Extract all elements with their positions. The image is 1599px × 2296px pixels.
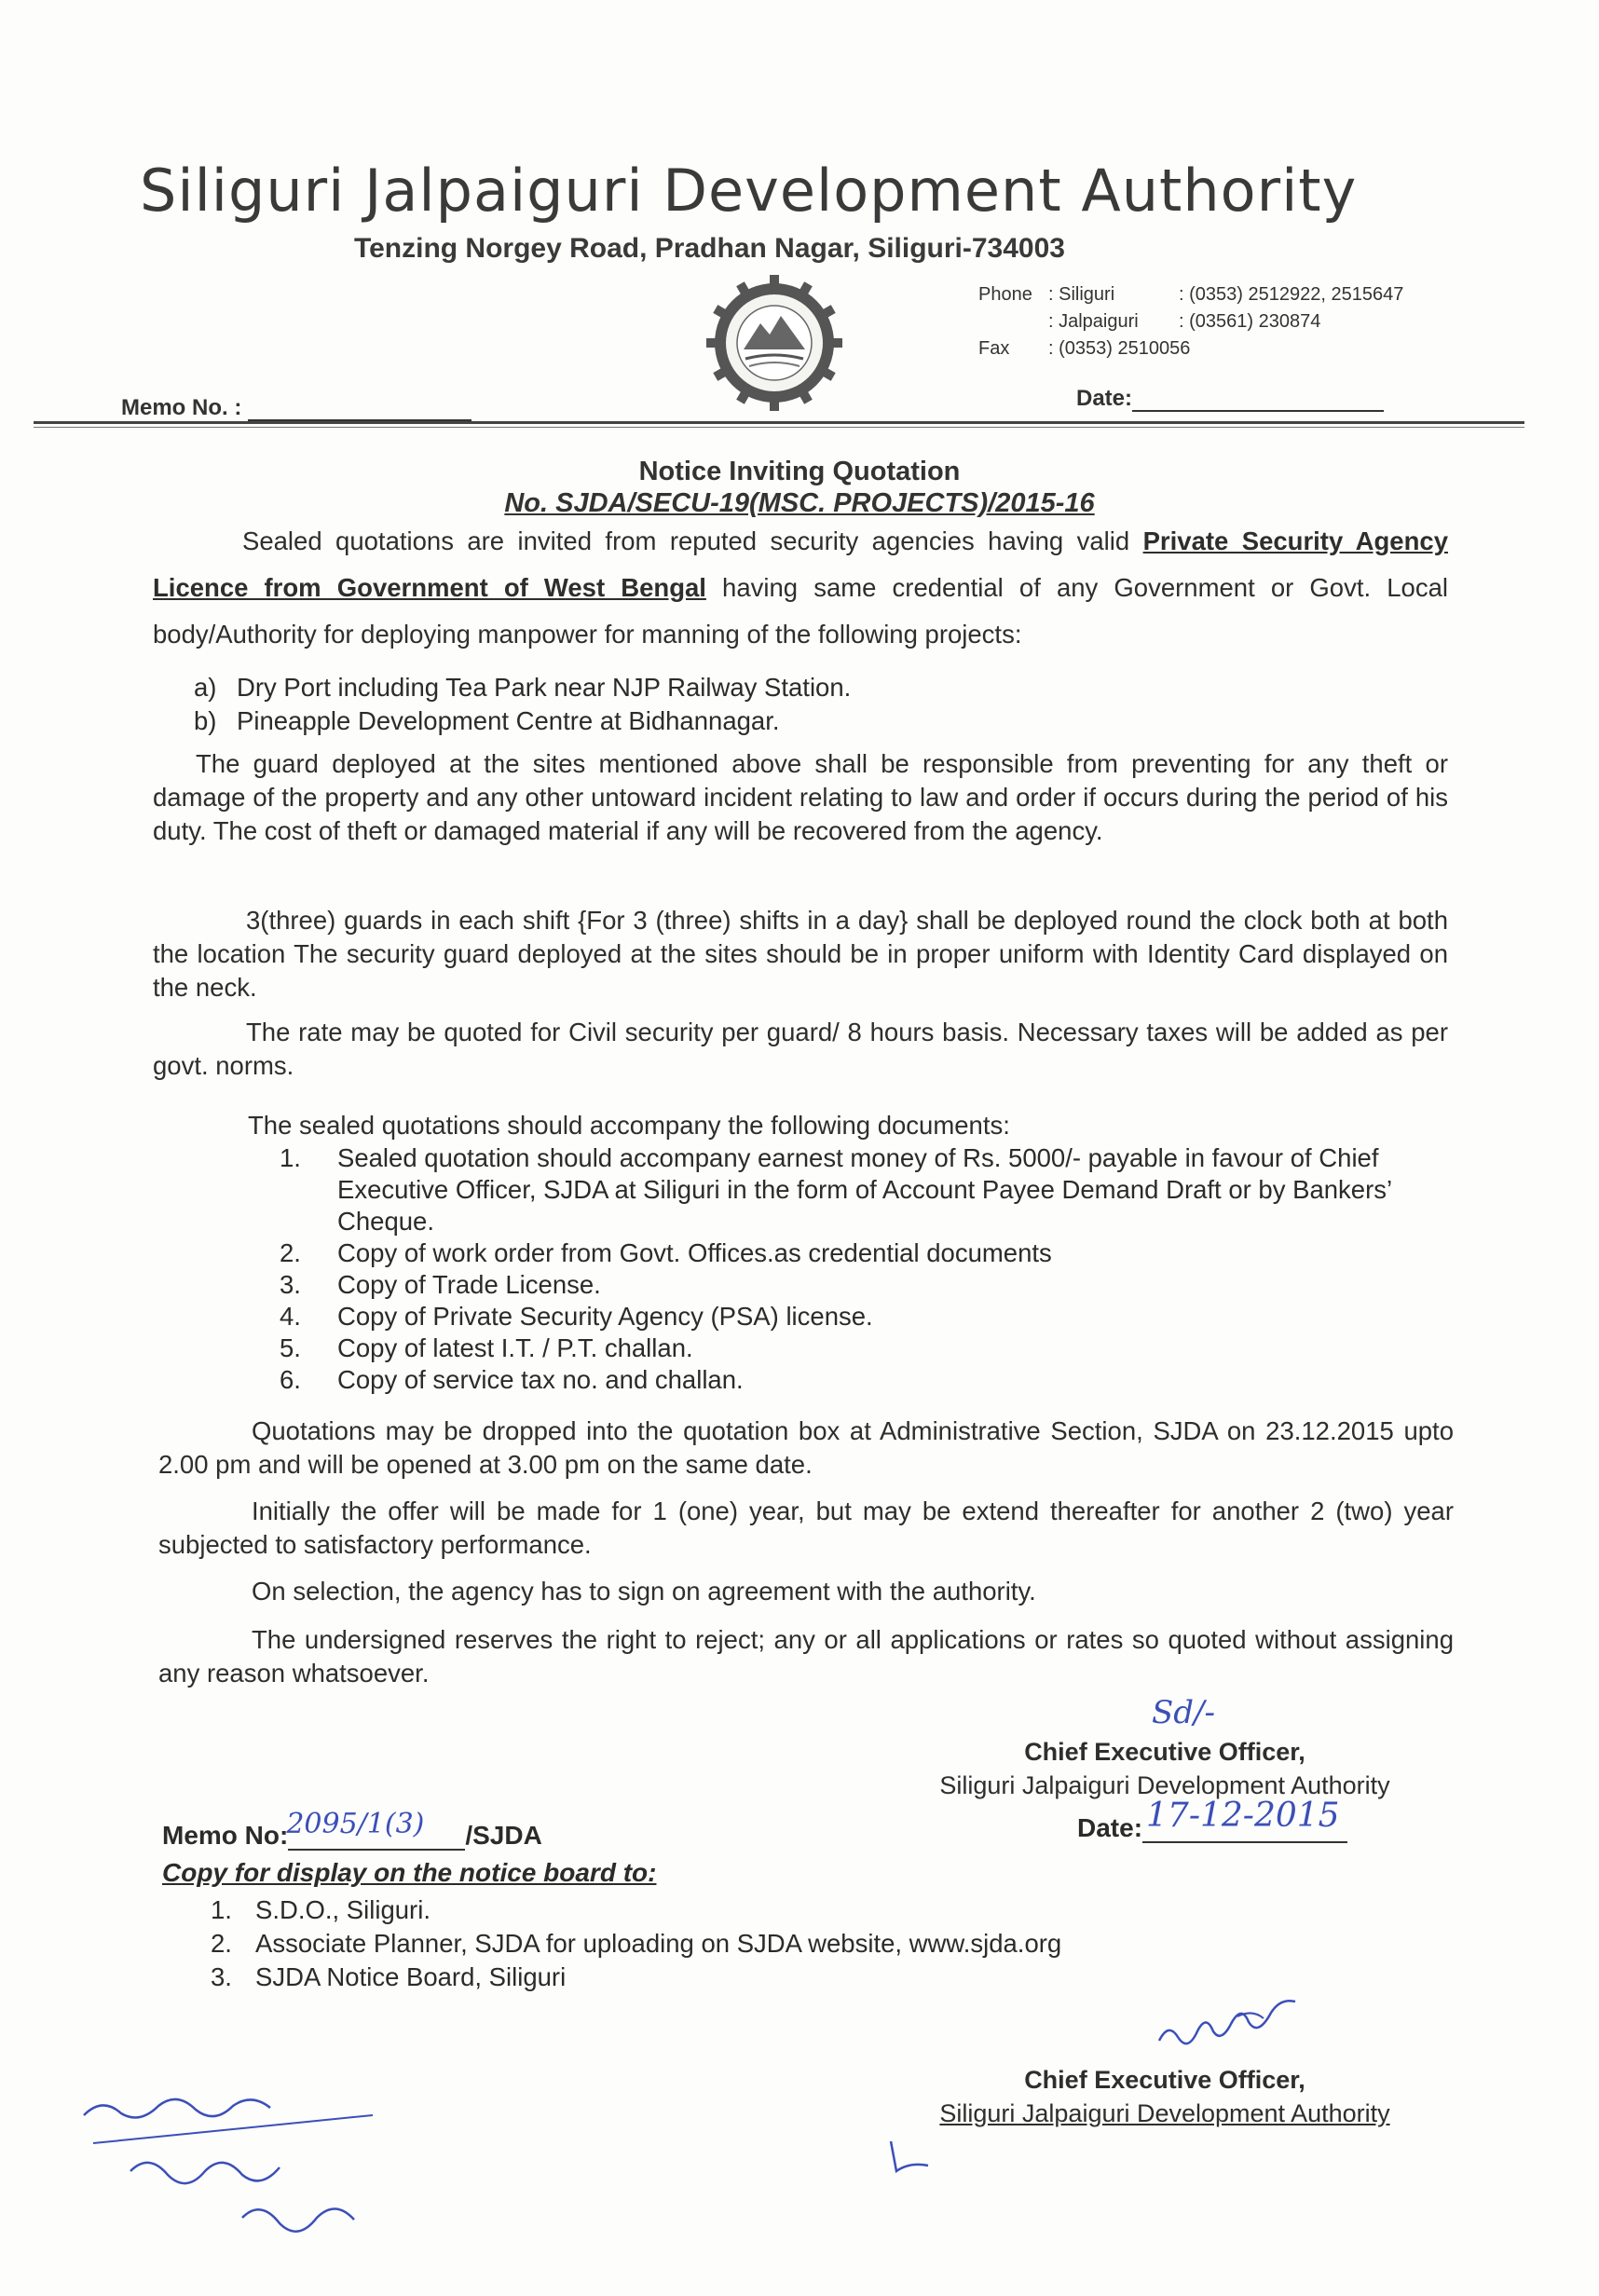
date-handwritten: 17-12-2015	[1146, 1797, 1340, 1835]
copy-date: Date: 17-12-2015	[1077, 1813, 1347, 1843]
jalpaiguri-phone-number: : (03561) 230874	[1179, 311, 1321, 332]
memo-number-handwritten: 2095/1(3)	[286, 1808, 425, 1840]
guard-responsibility-paragraph: The guard deployed at the sites mentioned above shall be responsible from preventing for any theft or damage of the property and any other untoward incident relating to law and order if occurs during the period of his duty. The cost of theft or damaged material if any will be recovered from the agency.	[153, 749, 1448, 845]
shifts-paragraph: 3(three) guards in each shift {For 3 (three) shifts in a day} shall be deployed round the clock both at both the location The security guard deployed at the sites should be in proper uniform with Identity Card displayed on the neck.	[153, 906, 1448, 1002]
documents-list	[280, 1142, 1454, 1396]
contract-term-paragraph: Initially the offer will be made for 1 (one) year, but may be extend thereafter for another 2 (two) year subjected to satisfactory performance.	[158, 1496, 1454, 1559]
list-item: 2. Copy of work order from Govt. Offices.as credential documents	[280, 1238, 1052, 1267]
list-item: b) Pineapple Development Centre at Bidhannagar.	[194, 706, 780, 735]
notice-number: No. SJDA/SECU-19(MSC. PROJECTS)/2015-16	[504, 488, 1095, 518]
siliguri-label: : Siliguri	[1048, 284, 1115, 305]
list-item: 2. Associate Planner, SJDA for uploading on SJDA website, www.sjda.org	[211, 1929, 1062, 1958]
intro-text-1: Sealed quotations are invited from reputed security agencies having valid	[242, 526, 1143, 555]
handwritten-signature-icon	[1155, 1985, 1305, 2059]
contact-details	[978, 281, 1403, 362]
submission-paragraph: Quotations may be dropped into the quotation box at Administrative Section, SJDA on 23.12.2015 upto 2.00 pm and will be opened at 3.00 pm on the same date.	[158, 1416, 1454, 1479]
memo-label: Memo No. :	[121, 395, 242, 420]
org-name: Siliguri Jalpaiguri Development Authority	[140, 157, 1358, 225]
date-field	[1076, 386, 1384, 412]
signature-initials: Sd/-	[1152, 1694, 1215, 1731]
list-item: 1. Sealed quotation should accompany earnest money of Rs. 5000/- payable in favour of Chief Executive Officer, SJDA at Siliguri in the form of Account Payee Demand Draft or by Bankers’ Cheque.	[280, 1143, 1392, 1236]
memo-number-field	[121, 395, 472, 421]
phone-label: Phone	[978, 284, 1032, 305]
date-label: Date:	[1076, 386, 1133, 411]
list-item: 6. Copy of service tax no. and challan.	[280, 1365, 744, 1394]
fax-label: Fax	[978, 338, 1010, 359]
seal-emblem-icon	[706, 275, 842, 411]
selection-paragraph: On selection, the agency has to sign on agreement with the authority.	[252, 1577, 1036, 1606]
letterhead-divider-thin	[34, 427, 1524, 428]
list-item: 1. S.D.O., Siliguri.	[211, 1895, 430, 1924]
handwritten-note-icon	[75, 2078, 429, 2255]
jalpaiguri-label: : Jalpaiguri	[1048, 311, 1139, 332]
intro-paragraph	[153, 518, 1448, 658]
documents-intro: The sealed quotations should accompany the following documents:	[248, 1111, 1010, 1140]
copy-recipients-list	[211, 1893, 1061, 1994]
handwritten-tick-icon	[885, 2134, 941, 2180]
intro-text-2: having same credential of any Government or Govt. Local body/Authority for deploying manpower for manning of the following projects:	[153, 573, 1448, 649]
list-item: a) Dry Port including Tea Park near NJP Railway Station.	[194, 673, 852, 702]
signatory-title: Chief Executive Officer,	[1024, 1738, 1305, 1766]
list-item: 3. SJDA Notice Board, Siliguri	[211, 1962, 567, 1991]
org-address: Tenzing Norgey Road, Pradhan Nagar, Siliguri-734003	[354, 233, 1065, 264]
copy-memo-number: Memo No: 2095/1(3) /SJDA	[162, 1808, 542, 1850]
copy-heading: Copy for display on the notice board to:	[162, 1858, 657, 1887]
letterhead-divider	[34, 421, 1524, 424]
signature-block-1	[904, 1735, 1426, 1802]
list-item: 5. Copy of latest I.T. / P.T. challan.	[280, 1333, 693, 1362]
reservation-paragraph: The undersigned reserves the right to reject; any or all applications or rates so quoted without assigning any reason whatsoever.	[158, 1625, 1454, 1688]
fax-number: : (0353) 2510056	[1048, 338, 1191, 359]
siliguri-phone-numbers: : (0353) 2512922, 2515647	[1179, 284, 1404, 305]
notice-title: Notice Inviting Quotation	[638, 457, 961, 486]
list-item: 4. Copy of Private Security Agency (PSA) license.	[280, 1302, 873, 1331]
rate-paragraph: The rate may be quoted for Civil security per guard/ 8 hours basis. Necessary taxes will be added as per govt. norms.	[153, 1018, 1448, 1080]
licence-requirement: Private Security Agency Licence from Government of West Bengal	[153, 526, 1448, 602]
project-list	[194, 671, 851, 738]
signatory-org: Siliguri Jalpaiguri Development Authority	[939, 1771, 1390, 1799]
signature-block-2	[904, 2063, 1426, 2130]
signatory-org: Siliguri Jalpaiguri Development Authority	[939, 2099, 1390, 2127]
signatory-title: Chief Executive Officer,	[1024, 2066, 1305, 2094]
list-item: 3. Copy of Trade License.	[280, 1270, 601, 1299]
